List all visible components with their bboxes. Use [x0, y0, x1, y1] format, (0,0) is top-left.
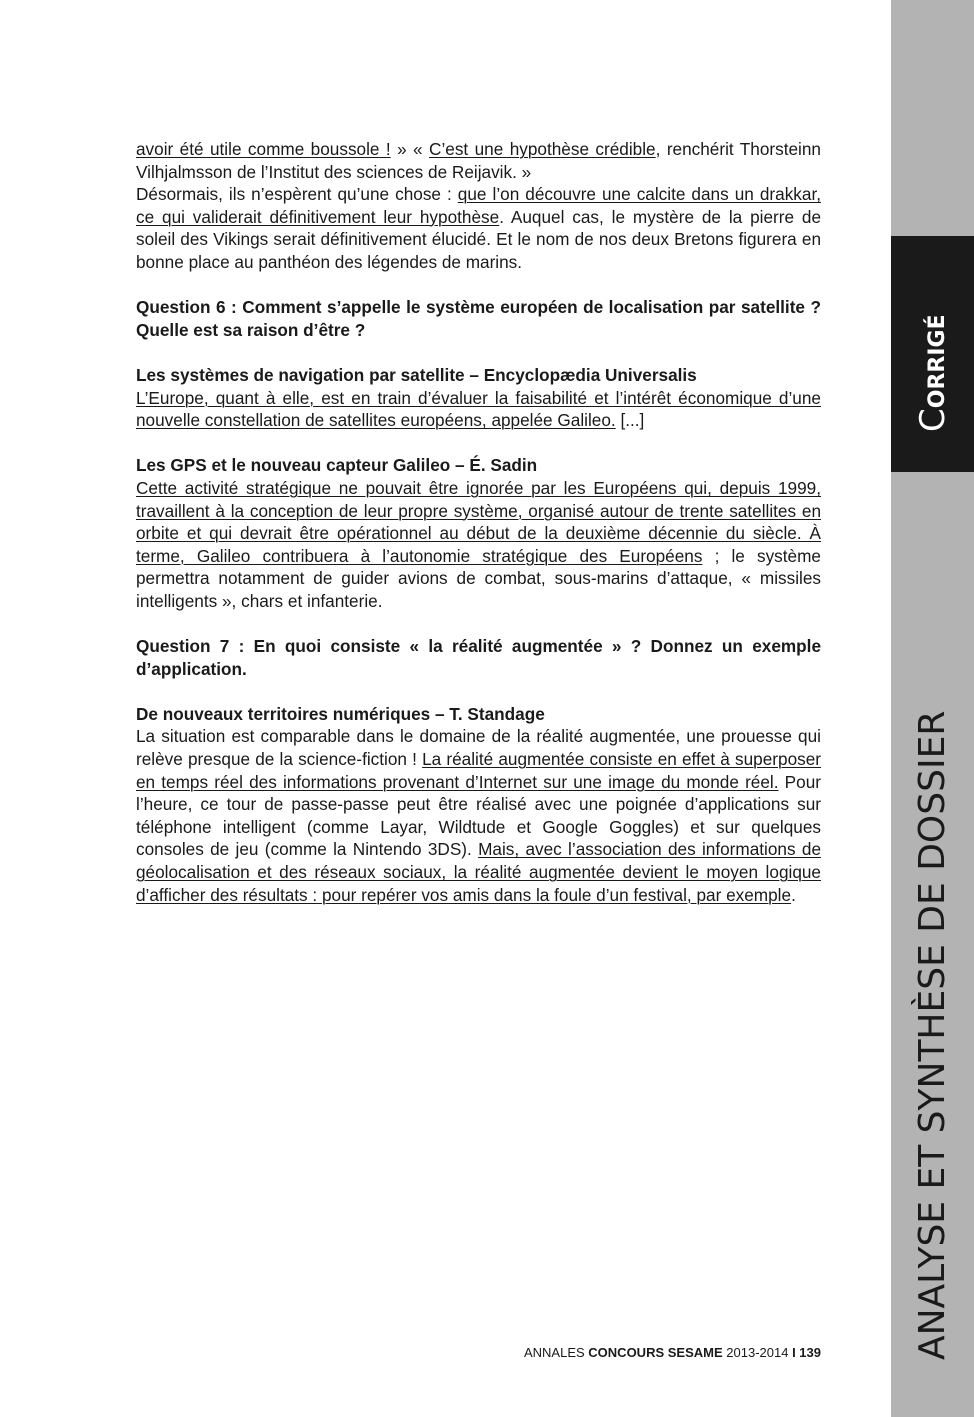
- source-title-standage: De nouveaux territoires numériques – T. Standage: [136, 703, 545, 724]
- source-title-sadin: Les GPS et le nouveau capteur Galileo – É. Sadin: [136, 455, 538, 476]
- footer-concours: CONCOURS SESAME: [588, 1345, 723, 1360]
- footer-separator: I: [792, 1345, 796, 1360]
- question-7: Question 7 : En quoi consiste « la réalité augmentée » ? Donnez un exemple d’application.: [136, 636, 821, 679]
- corrige-label: C ORRIGÉ: [913, 314, 953, 432]
- source-title-universalis: Les systèmes de navigation par satellite – Encyclopædia Universalis: [136, 364, 697, 385]
- question-6: Question 6 : Comment s’appelle le système européen de localisation par satellite ? Quelle est sa raison d’être ?: [136, 297, 821, 340]
- page-footer: ANNALES CONCOURS SESAME 2013-2014 I 139: [523, 1345, 821, 1360]
- source-text-standage: La situation est comparable dans le domaine de la réalité augmentée, une prouesse qui relève presque de la science-fiction ! La réalité augmentée consiste en effet à superposer en temps réel des informations provenant d’Internet sur une image du monde réel. Pour l’heure, ce tour de passe-passe peut être réalisé avec une poignée d’applications sur téléphone intelligent (comme Layar, Wildtude et Google Goggles) et sur quelques consoles de jeu (comme la Nintendo 3DS). Mais, avec l’association des informations de géolocalisation et des réseaux sociaux, la réalité augmentée devient le moyen logique d’afficher des résultats : pour repérer vos amis dans la foule d’un festival, par exemple.: [136, 726, 821, 905]
- document-body: [136, 138, 821, 906]
- source-text-universalis: L’Europe, quant à elle, est en train d’évaluer la faisabilité et l’intérêt économique d’une nouvelle constellation de satellites européens, appelée Galileo. [...]: [136, 387, 821, 431]
- paragraph-hope: Désormais, ils n’espèrent qu’une chose : que l’on découvre une calcite dans un drakkar, ce qui validerait définitivement leur hypothèse. Auquel cas, le mystère de la pierre de soleil des Vikings serait définitivement élucidé. Et le nom de nos deux Bretons figurera en bonne place au panthéon des légendes de marins.: [136, 184, 822, 272]
- source-text-sadin: Cette activité stratégique ne pouvait être ignorée par les Européens qui, depuis 1999, travaillent à la conception de leur propre système, organisé autour de trente satellites en orbite et qui devrait être opérationnel au début de la deuxième décennie du siècle. À terme, Galileo contribuera à l’autonomie stratégique des Européens ; le système permettra notamment de guider avions de combat, sous-marins d’attaque, « missiles intelligents », chars et infanterie.: [136, 477, 821, 611]
- section-title-vertical: ANALYSE ET SYNTHÈSE DE DOSSIER: [912, 710, 953, 1360]
- paragraph-intro: avoir été utile comme boussole ! » « C’est une hypothèse crédible, renchérit Thorsteinn Vilhjalmsson de l’Institut des sciences de Reijavik. »: [136, 139, 821, 182]
- page-number: 139: [795, 1345, 821, 1360]
